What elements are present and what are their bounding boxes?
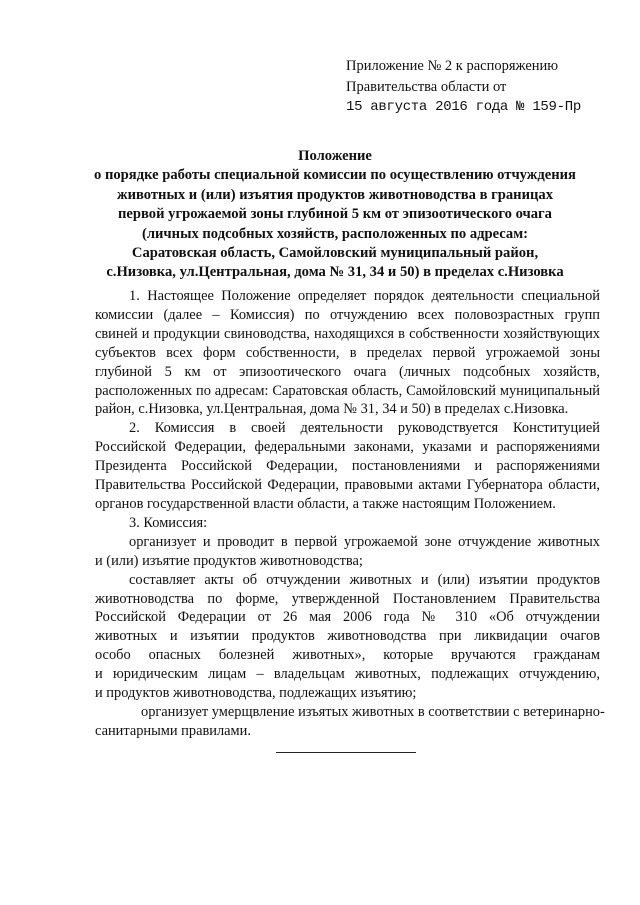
text-line: субъектов всех форм собственности, в пределах первой угрожаемой зоны xyxy=(95,344,600,361)
text-line: и (или) изъятие продуктов животноводства; xyxy=(95,552,363,569)
appendix-line-1: Приложение № 2 к распоряжению xyxy=(346,58,559,74)
document-title xyxy=(70,147,600,283)
appendix-header xyxy=(346,56,626,118)
title-line: с.Низовка, ул.Центральная, дома № 31, 34 и 50) в пределах с.Низовка xyxy=(106,264,564,281)
text-line: комиссии (далее – Комиссия) по отчуждению всех половозрастных групп xyxy=(95,306,600,323)
text-line: организует умерщвление изъятых животных в соответствии с ветеринарно- xyxy=(141,703,605,720)
text-line: Российской Федерации от 26 мая 2006 года № 310 «Об отчуждении xyxy=(95,609,600,626)
text-line: организует и проводит в первой угрожаемой зоне отчуждение животных xyxy=(129,533,600,550)
signature-divider xyxy=(276,752,416,753)
text-line: санитарными правилами. xyxy=(95,722,251,739)
text-line: животноводства по форме, утвержденной Постановлением Правительства xyxy=(95,590,600,607)
text-line: 1. Настоящее Положение определяет порядок деятельности специальной xyxy=(129,288,600,304)
title-heading: Положение xyxy=(298,148,372,164)
text-line: животных и изъятии продуктов животноводства при ликвидации очагов xyxy=(95,628,600,645)
title-line: (личных подсобных хозяйств, расположенных по адресам: xyxy=(141,225,529,242)
text-line: Российской Федерации, федеральными законами, указами и распоряжениями xyxy=(95,439,600,456)
text-line: органов государственной власти области, а также настоящим Положением. xyxy=(95,495,556,512)
text-line: глубиной 5 км от эпизоотического очага (личных подсобных хозяйств, xyxy=(95,363,600,380)
text-line: район, с.Низовка, ул.Центральная, дома № 31, 34 и 50) в пределах с.Низовка. xyxy=(95,401,569,418)
title-line: животных и (или) изъятия продуктов животноводства в границах xyxy=(117,186,553,203)
text-line: Правительства Российской Федерации, правовыми актами Губернатора области, xyxy=(95,477,600,494)
paragraph-2 xyxy=(95,419,600,514)
paragraph-1 xyxy=(95,287,600,419)
text-line: свиней и продукции свиноводства, находящихся в собственности хозяйствующих xyxy=(95,325,600,342)
text-line: и продуктов животноводства, подлежащих изъятию; xyxy=(95,685,417,702)
text-line: 2. Комиссия в своей деятельности руководствуется Конституцией xyxy=(129,420,600,437)
appendix-date-number: 15 августа 2016 года № 159-Пр xyxy=(346,99,581,115)
text-line: Президента Российской Федерации, постановлениями и распоряжениями xyxy=(95,458,600,475)
document-body xyxy=(95,287,605,741)
title-line: Саратовская область, Самойловский муниципальный район, xyxy=(131,245,539,262)
text-line: расположенных по адресам: Саратовская область, Самойловский муниципальный xyxy=(95,382,600,399)
title-line: первой угрожаемой зоны глубиной 5 км от эпизоотического очага xyxy=(118,206,552,223)
appendix-line-2: Правительства области от xyxy=(346,78,507,95)
paragraph-3 xyxy=(95,514,605,741)
text-line: и юридическим лицам – владельцам животных, подлежащих отчуждению, xyxy=(95,666,600,683)
title-line: о порядке работы специальной комиссии по осуществлению отчуждения xyxy=(94,167,576,184)
text-line: особо опасных болезней животных», которые вручаются гражданам xyxy=(95,647,600,664)
section-heading: 3. Комиссия: xyxy=(129,514,208,531)
text-line: составляет акты об отчуждении животных и (или) изъятии продуктов xyxy=(129,571,600,588)
